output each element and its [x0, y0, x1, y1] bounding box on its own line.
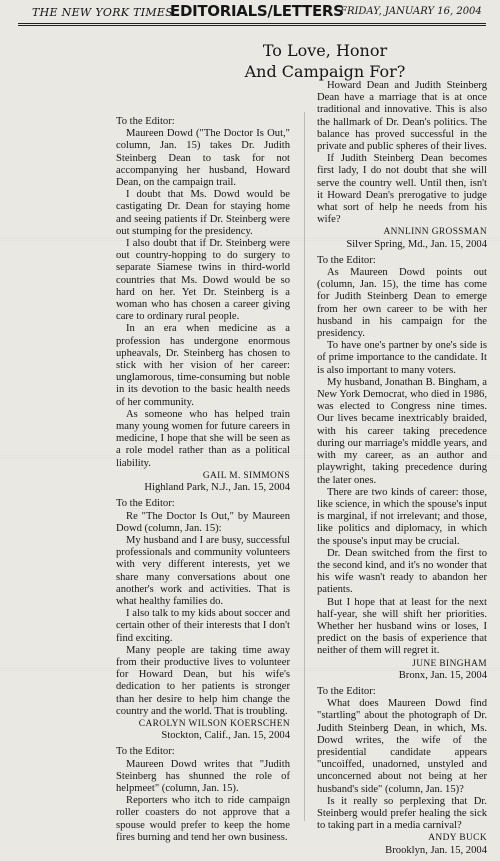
salutation: To the Editor:	[116, 746, 175, 758]
salutation: To the Editor:	[317, 685, 376, 697]
signature-place: Brooklyn, Jan. 15, 2004	[385, 844, 487, 856]
paragraph: Many people are taking time away from their productive lives to volunteer for Howard Dean, but his wife's dedication to her patients is stronger than her desire to help him change the country and the world. That is troubling.	[116, 644, 290, 717]
paragraph: To have one's partner by one's side is of prime importance to the candidate. It is also important to many voters.	[317, 340, 487, 376]
paragraph: Maureen Dowd ("The Doctor Is Out," column, Jan. 15) takes Dr. Judith Steinberg Dean to task for not accompanying her husband, Howard Dean, on the campaign trail.	[116, 128, 290, 189]
signature: ANDY BUCK	[428, 833, 487, 844]
signature: JUNE BINGHAM	[412, 658, 487, 669]
paragraph: My husband, Jonathan B. Bingham, a New York Democrat, who died in 1986, was elected to Congress nine times. Our lives became inextricably braided, with his career taking precedence during our marriage's middle years, and with my career, as an author and playwright, taking precedence during the later ones.	[317, 376, 487, 486]
paragraph: I doubt that Ms. Dowd would be castigating Dr. Dean for staying home and seeing patients if Dr. Steinberg were out stumping for the presidency.	[116, 189, 290, 237]
paragraph: What does Maureen Dowd find "startling" about the photograph of Dr. Judith Steinberg Dean, in which, Ms. Dowd writes, the wife of the presidential candidate appears "uncoiffed, unadorned, unstyled and unconcerned about not being at her husband's side" (column, Jan. 15)?	[317, 698, 487, 795]
signature-place: Stockton, Calif., Jan. 15, 2004	[161, 730, 290, 742]
paragraph: Is it really so perplexing that Dr. Steinberg would prefer healing the sick to taking part in a media carnival?	[317, 795, 487, 832]
masthead-rule	[18, 23, 486, 24]
signature: CAROLYN WILSON KOERSCHEN	[138, 718, 290, 729]
signature: GAIL M. SIMMONS	[202, 470, 290, 481]
salutation: To the Editor:	[116, 498, 175, 510]
left-column	[116, 116, 290, 848]
letter	[317, 80, 487, 251]
right-column	[317, 80, 487, 861]
paragraph: As someone who has helped train many young women for future careers in medicine, I hope that she will be seen as a role model rather than as a political liability.	[116, 408, 290, 469]
signature-place: Highland Park, N.J., Jan. 15, 2004	[144, 482, 290, 494]
paragraph: As Maureen Dowd points out (column, Jan. 15), the time has come for Judith Steinberg Dean to emerge from her own career to be with her husband in his campaign for the presidency.	[317, 267, 487, 340]
section-name: EDITORIALS/LETTERS	[170, 2, 344, 20]
signature: ANNLINN GROSSMAN	[383, 227, 487, 238]
paragraph: There are two kinds of career: those, like science, in which the spouse's input is marginal, if not irrelevant; and those, like politics and diplomacy, in which the spouse's input may be crucial.	[317, 486, 487, 547]
headline-line-1: To Love, Honor	[262, 41, 388, 60]
headline-line-2: And Campaign For?	[244, 62, 406, 81]
paragraph: But I hope that at least for the next half-year, she will shift her priorities. Whether her husband wins or loses, I predict on the basis of experience that neither of them will regret it.	[317, 596, 487, 657]
salutation: To the Editor:	[116, 116, 175, 127]
letter	[116, 498, 290, 742]
paragraph: Reporters who itch to ride campaign roller coasters do not approve that a spouse would prefer to keep the home fires burning and tend her own business.	[116, 795, 290, 843]
letter	[317, 686, 487, 857]
masthead-rule-thin	[18, 25, 486, 26]
paragraph: Re "The Doctor Is Out," by Maureen Dowd (column, Jan. 15):	[116, 510, 290, 534]
letter	[317, 255, 487, 682]
headline	[210, 40, 440, 82]
paragraph: Maureen Dowd writes that "Judith Steinberg has shunned the role of helpmeet" (column, Jan. 15).	[116, 758, 290, 794]
paragraph: In an era when medicine as a profession has undergone enormous upheavals, Dr. Steinberg has chosen to stick with her vision of her career: unglamorous, time-consuming but noble in its devotion to the basic health needs of her community.	[116, 323, 290, 408]
salutation: To the Editor:	[317, 254, 376, 266]
paragraph: If Judith Steinberg Dean becomes first lady, I do not doubt that she will serve the country well. Until then, isn't it Howard Dean's prerogative to judge what sort of help he needs from his wife?	[317, 153, 487, 226]
signature-place: Silver Spring, Md., Jan. 15, 2004	[346, 238, 487, 250]
publication-name: THE NEW YORK TIMES	[32, 6, 174, 19]
publication-date: FRIDAY, JANUARY 16, 2004	[340, 6, 482, 17]
letter	[116, 746, 290, 844]
column-divider	[304, 112, 305, 821]
paragraph: I also talk to my kids about soccer and certain other of their interests that I don't find exciting.	[116, 608, 290, 644]
paragraph: Howard Dean and Judith Steinberg Dean have a marriage that is at once traditional and innovative. This is also the hallmark of Dr. Dean's politics. The balance has proved successful in the private and public spheres of their lives.	[317, 80, 487, 153]
signature-place: Bronx, Jan. 15, 2004	[398, 669, 487, 681]
paragraph: Dr. Dean switched from the first to the second kind, and it's no wonder that his wife wasn't ready to abandon her patients.	[317, 547, 487, 596]
letter	[116, 116, 290, 494]
paragraph: My husband and I are busy, successful professionals and community volunteers with very different interests, yet we share many conversations about one another's work and activities. That is what healthy families do.	[116, 534, 290, 607]
paragraph: I also doubt that if Dr. Steinberg were out country-hopping to do surgery to separate Siamese twins in third-world countries that Ms. Dowd would be so hard on her. Yet Dr. Steinberg is a woman who has chosen a career giving care to ordinary rural people.	[116, 238, 290, 323]
